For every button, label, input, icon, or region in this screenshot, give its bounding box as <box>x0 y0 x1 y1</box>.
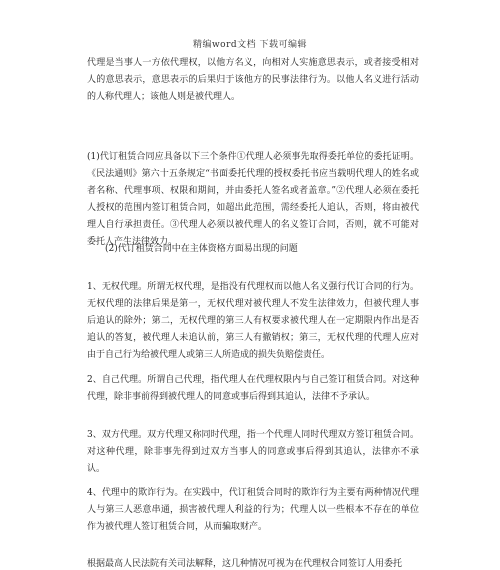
paragraph-unauthorized-agency: 1、无权代理。所谓无权代理，是指没有代理权而以他人名义强行代订合同的行为。无权代理的法律后果是第一，无权代理对被代理人不发生法律效力，但被代理人事后追认的除外；第二，无权代理的第三人有权要求被代理人在一定期限内作出是否追认的答复，被代理人未追认前，第三人有撤销权；第三，无权代理的代理人应对由于自己行为给被代理人或第三人所造成的损失负赔偿责任。 <box>87 282 419 360</box>
paragraph-cut-off: 根据最高人民法院有关司法解释，这几种情况可视为在代理权合同签订人用委托 <box>87 559 403 569</box>
paragraph-conditions: (1)代订租赁合同应具备以下三个条件①代理人必须事先取得委托单位的委托证明。《民法通则》第六十五条规定“书面委托代理的授权委托书应当载明代理人的姓名或者名称、代理事项、权限和期间，并由委托人签名或者盖章。”②代理人必须在委托人授权的范围内签订租赁合同，如超出此范围，需经委托人追认，否则，将由被代理人自行承担责任。③代理人必须以被代理人的名义签订合同，否则，就不可能对委托人产生法律效力。 <box>87 152 419 247</box>
document-header: 精编word文档 下载可编辑 <box>192 40 308 50</box>
paragraph-self-agency: 2、自己代理。所谓自己代理，指代理人在代理权限内与自己签订租赁合同。对这种代理，除非事前得到被代理人的同意或事后得到其追认，法律不予承认。 <box>87 375 419 402</box>
paragraph-dual-agency: 3、双方代理。双方代理又称同时代理，指一个代理人同时代理双方签订租赁合同。对这种代理，除非事先得到过双方当事人的同意或事后得到其追认，法律亦不承认。 <box>87 430 419 474</box>
paragraph-subheading: (2)代订租赁合同中在主体资格方面易出现的问题 <box>105 244 298 254</box>
paragraph-agency-definition: 代理是当事人一方依代理权，以他方名义，向相对人实施意思表示，或者接受相对人的意思表示，意思表示的后果归于该他方的民事法律行为。以他人名义进行活动的人称代理人；该他人则是被代理人。 <box>87 58 419 102</box>
paragraph-fraud: 4、代理中的欺诈行为。在实践中，代订租赁合同时的欺诈行为主要有两种情况代理人与第三人恶意串通，损害被代理人利益的行为；代理人以一些根本不存在的单位作为被代理人签订租赁合同，从而骗取财产。 <box>87 488 419 532</box>
